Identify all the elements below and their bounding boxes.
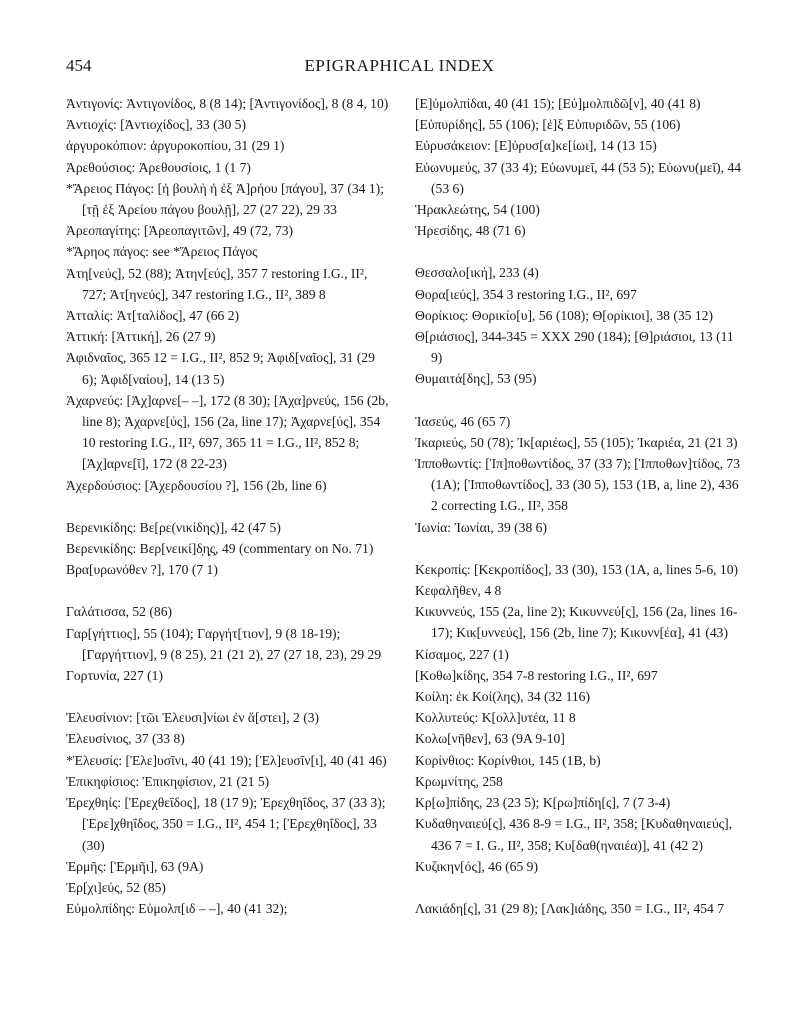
index-entry: Γορτυνία, 227 (1) [66, 668, 163, 684]
index-entry: Θ[ριάσιος], 344-345 = XXX 290 (184); [Θ]ριάσιοι, 13 (11 9) [415, 329, 734, 366]
index-entry: Βερενικίδης: Βερ[νεικί]δ̣η̣ς̣, 49 (commentary on No. 71) [66, 541, 374, 557]
index-entry: Ἀτταλίς: Ἀτ[ταλίδος], 47 (66 2) [66, 308, 240, 324]
index-entry: Ἑρμῆς: [Ἑρμῆι], 63 (9A) [66, 858, 204, 874]
section-gap [66, 580, 392, 601]
index-entry: Γαρ[γήττιος], 55 (104); Γαργήτ[τιον], 9 (8 18-19); [Γαργήττιον], 9 (8 25), 21 (21 2), 27 (27 18, 23), 29 29 [66, 625, 382, 662]
index-column-left [66, 93, 392, 919]
index-entry: Ἀντιγονίς: Ἀντιγονίδος, 8 (8 14); [Ἀντιγονίδος], 8 (8 4, 10) [66, 96, 389, 111]
page-number: 454 [66, 56, 92, 75]
section-gap [66, 686, 392, 707]
index-entry: Εὐρυσάκειον: [Ε]ὐρυσ[α]κε[ίωι], 14 (13 15) [415, 138, 657, 154]
section-gap [415, 241, 745, 262]
index-entry: Θορα[ιεύς], 354 3 restoring I.G., II², 697 [415, 286, 637, 302]
index-entry: Ἐλευσίνιον: [τῶι Ἐλευσι]νίωι ἐν ἄ[στει], 2 (3) [66, 710, 320, 726]
index-entry: [Κοθω]κίδης, 354 7-8 restoring I.G., II², 697 [415, 667, 658, 683]
index-column-right [415, 93, 745, 919]
section-gap [415, 390, 745, 411]
index-entry: *Ἐλευσίς: [Ἐλε]υσῖνι, 40 (41 19); [Ἐλ]ευσῖν[ι], 40 (41 46) [66, 752, 387, 768]
index-entry: Γαλάτισσα, 52 (86) [66, 604, 173, 620]
index-entry: Κεκροπίς: [Κεκροπίδος], 33 (30), 153 (1A, a, lines 5-6, 10) [415, 561, 739, 577]
index-entry: Κρ[ω]πίδης, 23 (23 5); Κ[ρω]πίδη[ς], 7 (7 3-4) [415, 795, 671, 811]
index-entry: Ἀχερδούσιος: [Ἀχερδουσίου ?], 156 (2b, line 6) [66, 477, 327, 493]
index-entry: Ἐλευσίνιος, 37 (33 8) [66, 731, 185, 747]
index-entry: Ἀχαρνεύς: [Ἀχ]αρνε[– –], 172 (8 30); [Ἀχα]ρνεύς, 156 (2b, line 8); Ἀχαρνε[ύς], 156 (2a, line 17); Ἀχαρνε[ύς], 354 10 restoring I.G., II², 697, 365 11 = I.G., II², 852 8; [Ἀχ]αρνε[ῖ], 172 (8 22-23) [66, 392, 389, 472]
index-entry: [Εὐπυρίδης], 55 (106); [ἐ]ξ Εὐπυριδῶν, 55 (106) [415, 117, 681, 133]
index-entry: Ἀτη[νεύς], 52 (88); Ἀτην[εύς], 357 7 restoring I.G., II², 727; Ἀτ[ηνεύς], 347 restoring I.G., II², 389 8 [66, 265, 368, 302]
index-entry: Βερενικίδης: Βε[ρε(νικίδης)], 42 (47 5) [66, 519, 281, 535]
index-entry: Θυμαιτά[δης], 53 (95) [415, 371, 537, 387]
index-entry: Ἡρακλεώτης, 54 (100) [415, 202, 540, 218]
index-entry: Ἀντιοχίς: [Ἀντιοχίδος], 33 (30 5) [66, 117, 246, 133]
index-entry: Ἐρεχθηίς: [Ἐρεχθεΐδος], 18 (17 9); Ἐρεχθηΐδος, 37 (33 3); [Ἐρε]χθηΐδος, 350 = I.G., II², 454 1; [Ἐρεχθηΐδος], 33 (30) [66, 795, 386, 853]
index-entry: Ἰωνία: Ἰωνίαι, 39 (38 6) [415, 519, 547, 535]
index-entry: Θορίκιος: Θορικίο[υ], 56 (108); Θ[ορίκιοι], 38 (35 12) [415, 307, 713, 323]
index-entry: *Ἄρειος Πάγος: [ἡ βουλὴ ἡ ἐξ Ἀ]ρήου [πάγου], 37 (34 1); [τῇ ἐξ Ἀρείου πάγου βουλῇ], 27 (27 22), 29 33 [66, 180, 384, 218]
section-gap [415, 538, 745, 559]
index-entry: Βρα[υρωνόθεν ?], 170 (7 1) [66, 562, 218, 578]
index-entry: Κολω[νῆθεν], 63 (9A 9-10] [415, 731, 565, 747]
index-entry: [Ε]ὐμολπίδαι, 40 (41 15); [Εὐ]μολπιδῶ[ν], 40 (41 8) [415, 96, 701, 111]
section-gap [66, 496, 392, 517]
index-entry: Κυζικην[ός], 46 (65 9) [415, 858, 539, 874]
index-entry: ἀργυροκόπιον: ἀργυροκοπίου, 31 (29 1) [66, 138, 285, 154]
index-entry: Ἀρεοπαγίτης: [Ἀρεοπαγιτῶν], 49 (72, 73) [66, 223, 294, 239]
index-entry: Κολλυτεύς: Κ[ολλ]υτέα, 11 8 [415, 710, 576, 726]
index-entry: Κικυννεύς, 155 (2a, line 2); Κικυννεύ[ς], 156 (2a, lines 16-17); Κικ[υννεύς], 156 (2b, line 7); Κικυνν[έα], 41 (43) [415, 604, 738, 641]
index-entry: Κίσαμος, 227 (1) [415, 646, 509, 662]
index-entry: Κυδαθηναιεύ[ς], 436 8-9 = I.G., II², 358; [Κυδαθηναιεύς], 436 7 = I. G., II², 358; Κυ[δαθ(ηναιέα)], 41 (42 2) [415, 816, 732, 853]
index-entry: Κρωμνίτης, 258 [415, 773, 503, 789]
index-entry: Εὐωνυμεύς, 37 (33 4); Εὐωνυμεῖ, 44 (53 5); Εὐωνυ(μεῖ), 44 (53 6) [415, 159, 742, 196]
index-entry: Ἀρεθούσιος: Ἀρεθουσίοις, 1 (1 7) [66, 159, 251, 175]
index-entry: Ἐρ[χι]εύς, 52 (85) [66, 879, 166, 895]
index-entry: Ἀφιδναῖος, 365 12 = I.G., II², 852 9; Ἀφιδ[ναῖος], 31 (29 6); Ἀφιδ[ναίου], 14 (13 5) [66, 350, 375, 387]
index-entry: Κοίλη: ἐκ Κοί(λης), 34 (32 116) [415, 689, 590, 705]
index-entry: Ἀττική: [Ἀττική], 26 (27 9) [66, 329, 216, 345]
index-entry: Κορίνθιος: Κορίνθιοι, 145 (1B, b) [415, 752, 601, 768]
index-entry: Εὐμολπίδης: Εὐμολπ[ιδ – –], 40 (41 32); [66, 901, 288, 917]
index-entry: Ἰασεύς, 46 (65 7) [415, 413, 511, 429]
index-entry: Ἰκαριεύς, 50 (78); Ἰκ[αριέως], 55 (105); Ἰκαριέα, 21 (21 3) [415, 434, 738, 450]
section-gap [415, 877, 745, 898]
index-entry: *Ἄρηος πάγος: see *Ἄρειος Πάγος [66, 244, 258, 260]
index-entry: Κεφαλῆθεν, 4 8 [415, 583, 502, 599]
index-entry: Ἱπποθωντίς: [Ἱπ]ποθωντίδος, 37 (33 7); [Ἱπποθων]τίδος, 73 (1A); [Ἱπποθωντίδος], 33 (30 5), 153 (1B, a, line 2), 436 2 correcting I.G., II², 358 [415, 456, 740, 514]
index-entry: Λακιάδη[ς], 31 (29 8); [Λακ]ιάδης, 350 = I.G., II², 454 7 [415, 900, 725, 916]
running-head: EPIGRAPHICAL INDEX [304, 56, 495, 75]
index-entry: Ἡρεσίδης, 48 (71 6) [415, 223, 526, 239]
index-entry: Ἐπικηφίσιος: Ἐπικηφίσιον, 21 (21 5) [66, 773, 270, 789]
index-entry: Θεσσαλο[ική], 233 (4) [415, 265, 539, 281]
